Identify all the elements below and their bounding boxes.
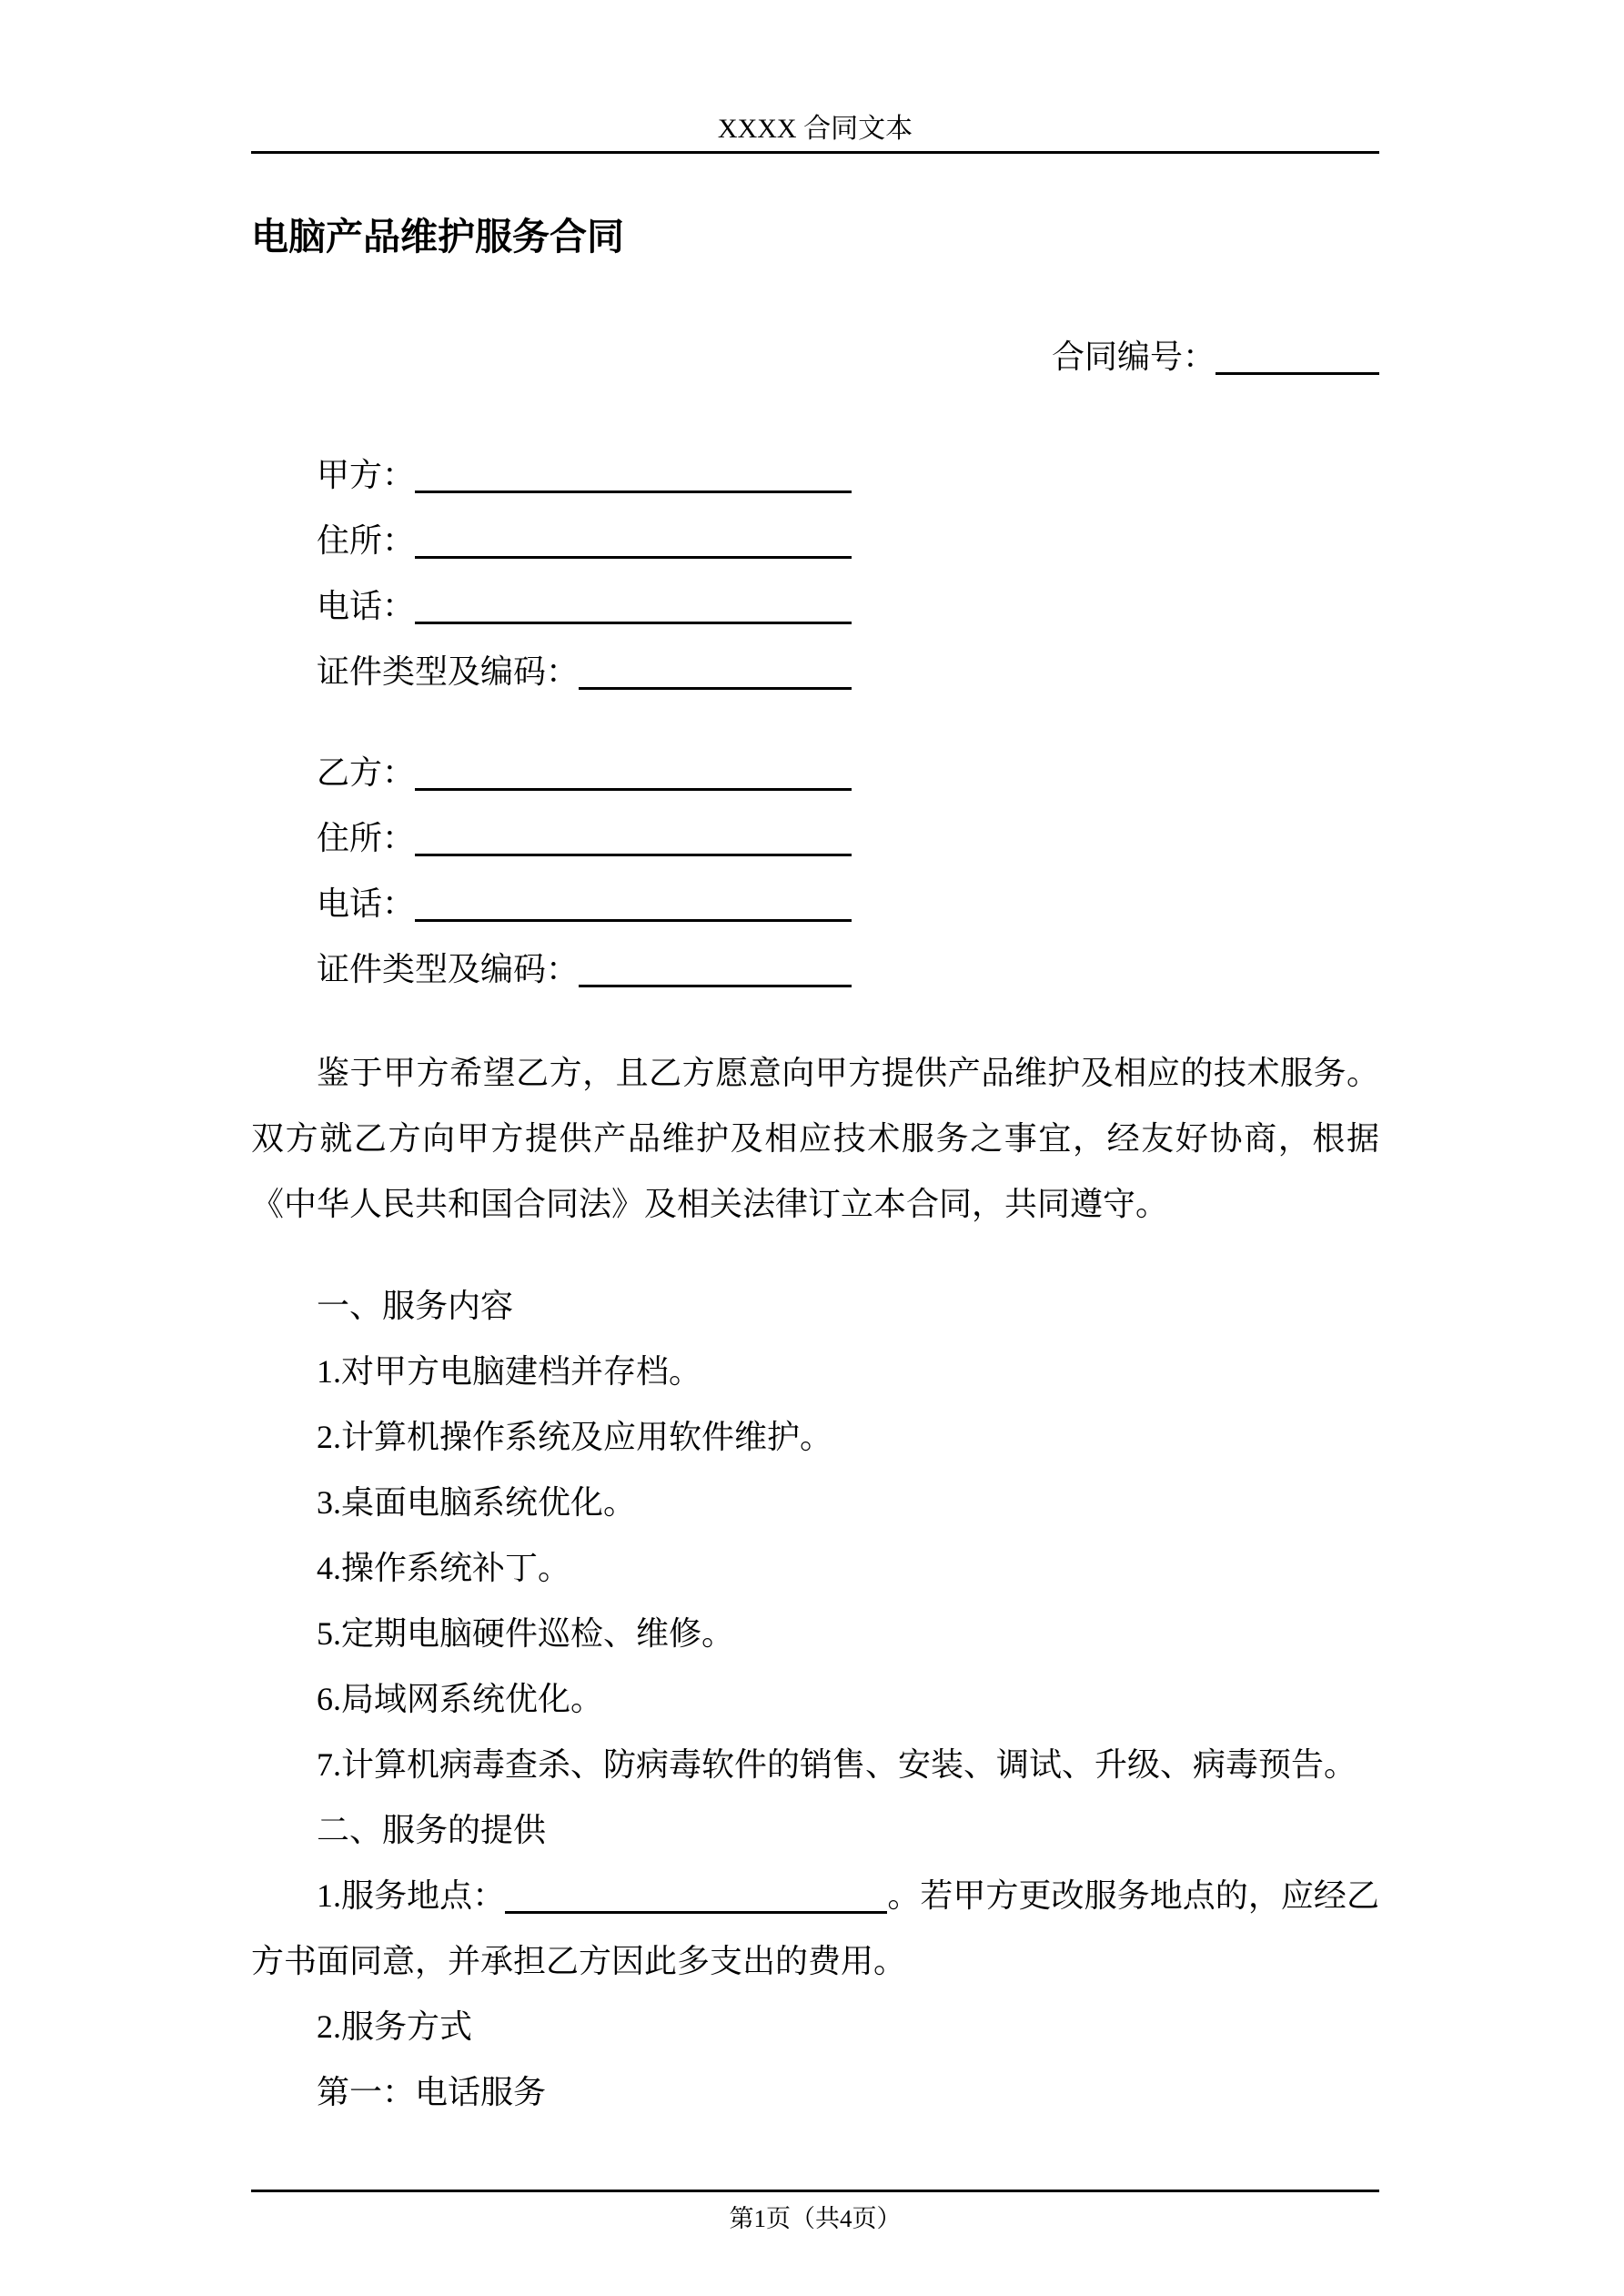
section-1-item: 3.桌面电脑系统优化。 (317, 1484, 637, 1521)
party-b-id-row (251, 936, 1379, 1002)
page-header-text: XXXX 合同文本 (717, 114, 913, 144)
service-location-paragraph (251, 1863, 1379, 1994)
party-b-address-label: 住所： (317, 820, 416, 856)
contract-content (251, 207, 1379, 2125)
page-number-text: 第1页（共4页） (729, 2205, 902, 2232)
party-b-address-blank (415, 854, 852, 856)
party-b-name-label: 乙方： (317, 754, 416, 791)
party-a-phone-label: 电话： (317, 588, 416, 624)
document-title: 电脑产品维护服务合同 (251, 216, 624, 258)
service-mode-first: 第一：电话服务 (317, 2074, 547, 2110)
section-1-item: 1.对甲方电脑建档并存档。 (317, 1353, 702, 1390)
service-location-text: 。若甲方更改服务地点的，应经乙方书面同意，并承担乙方因此多支出的费用。 (251, 1877, 1379, 1979)
page-header (251, 115, 1379, 154)
section-1-item: 2.计算机操作系统及应用软件维护。 (317, 1419, 833, 1455)
party-a-id-blank (579, 687, 852, 690)
party-a-name-row (251, 442, 1379, 508)
party-a-phone-row (251, 573, 1379, 639)
party-b-name-row (251, 740, 1379, 805)
party-a-name-label: 甲方： (317, 457, 416, 493)
party-b-section (251, 740, 1379, 1002)
contract-number-label: 合同编号： (1051, 339, 1215, 375)
party-b-name-blank (415, 788, 852, 791)
party-a-name-blank (415, 491, 852, 493)
party-b-phone-label: 电话： (317, 885, 416, 922)
party-b-phone-blank (415, 919, 852, 922)
party-b-address-row (251, 805, 1379, 871)
party-a-id-row (251, 639, 1379, 704)
service-location-blank (505, 1911, 887, 1914)
section-1-item: 7.计算机病毒查杀、防病毒软件的销售、安装、调试、升级、病毒预告。 (317, 1746, 1357, 1783)
party-a-phone-blank (415, 622, 852, 624)
preamble-paragraph: 鉴于甲方希望乙方，且乙方愿意向甲方提供产品维护及相应的技术服务。双方就乙方向甲方提供产品维护及相应技术服务之事宜，经友好协商，根据《中华人民共和国合同法》及相关法律订立本合同，共同遵守。 (251, 1055, 1379, 1222)
page-footer (251, 2190, 1379, 2232)
section-1-item: 4.操作系统补丁。 (317, 1550, 571, 1586)
party-b-id-label: 证件类型及编码： (317, 951, 580, 987)
party-a-id-label: 证件类型及编码： (317, 653, 580, 690)
contract-number-row (251, 324, 1379, 389)
party-b-id-blank (579, 985, 852, 987)
party-a-section (251, 442, 1379, 704)
service-mode-heading: 2.服务方式 (317, 2008, 473, 2045)
section-1-heading: 一、服务内容 (317, 1288, 514, 1324)
party-a-address-blank (415, 556, 852, 559)
party-a-address-row (251, 508, 1379, 573)
section-2-heading: 二、服务的提供 (317, 1812, 547, 1848)
section-1-item: 6.局域网系统优化。 (317, 1681, 604, 1717)
party-a-address-label: 住所： (317, 522, 416, 559)
contract-number-blank (1215, 372, 1379, 375)
section-1-item: 5.定期电脑硬件巡检、维修。 (317, 1615, 735, 1652)
party-b-phone-row (251, 871, 1379, 936)
service-location-label: 1.服务地点： (317, 1877, 506, 1914)
